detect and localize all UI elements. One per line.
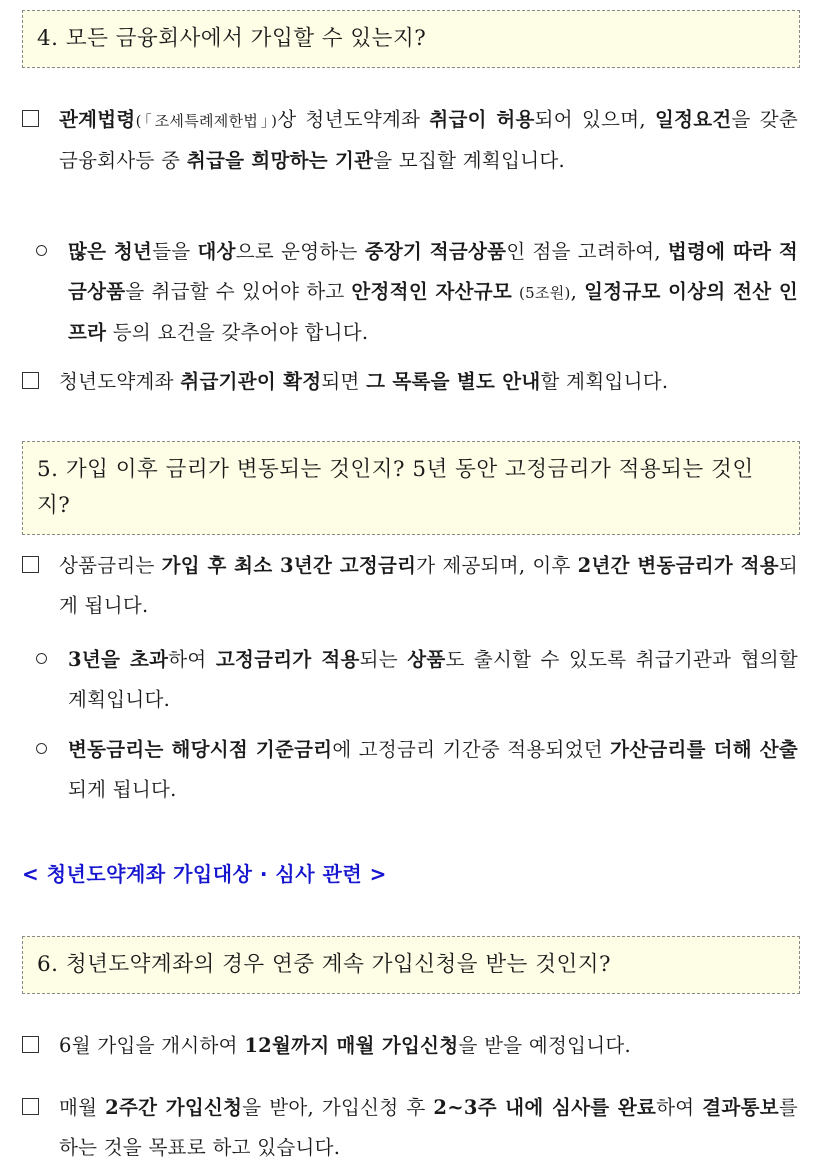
q6-title-box [22,936,800,994]
square-bullet-icon [22,1026,39,1066]
q4-paragraph-1: 관계법령(「조세특례제한법」)상 청년도약계좌 취급이 허용되어 있으며, 일정요건을 갖춘 금융회사등 중 취급을 희망하는 기관을 모집할 계획입니다. [22,100,798,181]
q4-title-box [22,10,800,68]
q6-paragraph-1: 6월 가입을 개시하여 12월까지 매월 가입신청을 받을 예정입니다. [22,1026,798,1066]
q5-paragraph-3: 변동금리는 해당시점 기준금리에 고정금리 기간중 적용되었던 가산금리를 더해 산출되게 됩니다. [36,730,798,810]
section-header: < 청년도약계좌 가입대상 · 심사 관련 > [22,862,387,886]
circle-bullet-icon [36,730,47,770]
circle-bullet-icon [36,232,47,272]
square-bullet-icon [22,100,39,140]
q4-title: 4. 모든 금융회사에서 가입할 수 있는지? [37,26,427,51]
q5-title-box [22,441,800,535]
q5-paragraph-2: 3년을 초과하여 고정금리가 적용되는 상품도 출시할 수 있도록 취급기관과 협의할 계획입니다. [36,640,798,720]
q5-title: 5. 가입 이후 금리가 변동되는 것인지? 5년 동안 고정금리가 적용되는 것인지? [37,457,754,518]
q4-paragraph-3: 청년도약계좌 취급기관이 확정되면 그 목록을 별도 안내할 계획입니다. [22,362,798,402]
square-bullet-icon [22,362,39,402]
q6-title: 6. 청년도약계좌의 경우 연중 계속 가입신청을 받는 것인지? [37,952,612,977]
circle-bullet-icon [36,640,47,680]
square-bullet-icon [22,1088,39,1128]
q6-paragraph-2: 매월 2주간 가입신청을 받아, 가입신청 후 2~3주 내에 심사를 완료하여 결과통보를 하는 것을 목표로 하고 있습니다. [22,1088,798,1168]
q5-paragraph-1: 상품금리는 가입 후 최소 3년간 고정금리가 제공되며, 이후 2년간 변동금리가 적용되게 됩니다. [22,546,798,626]
q4-paragraph-2: 많은 청년들을 대상으로 운영하는 중장기 적금상품인 점을 고려하여, 법령에 따라 적금상품을 취급할 수 있어야 하고 안정적인 자산규모 (5조원), 일정규모 이상의 전산 인프라 등의 요건을 갖추어야 합니다. [36,232,798,353]
square-bullet-icon [22,546,39,586]
